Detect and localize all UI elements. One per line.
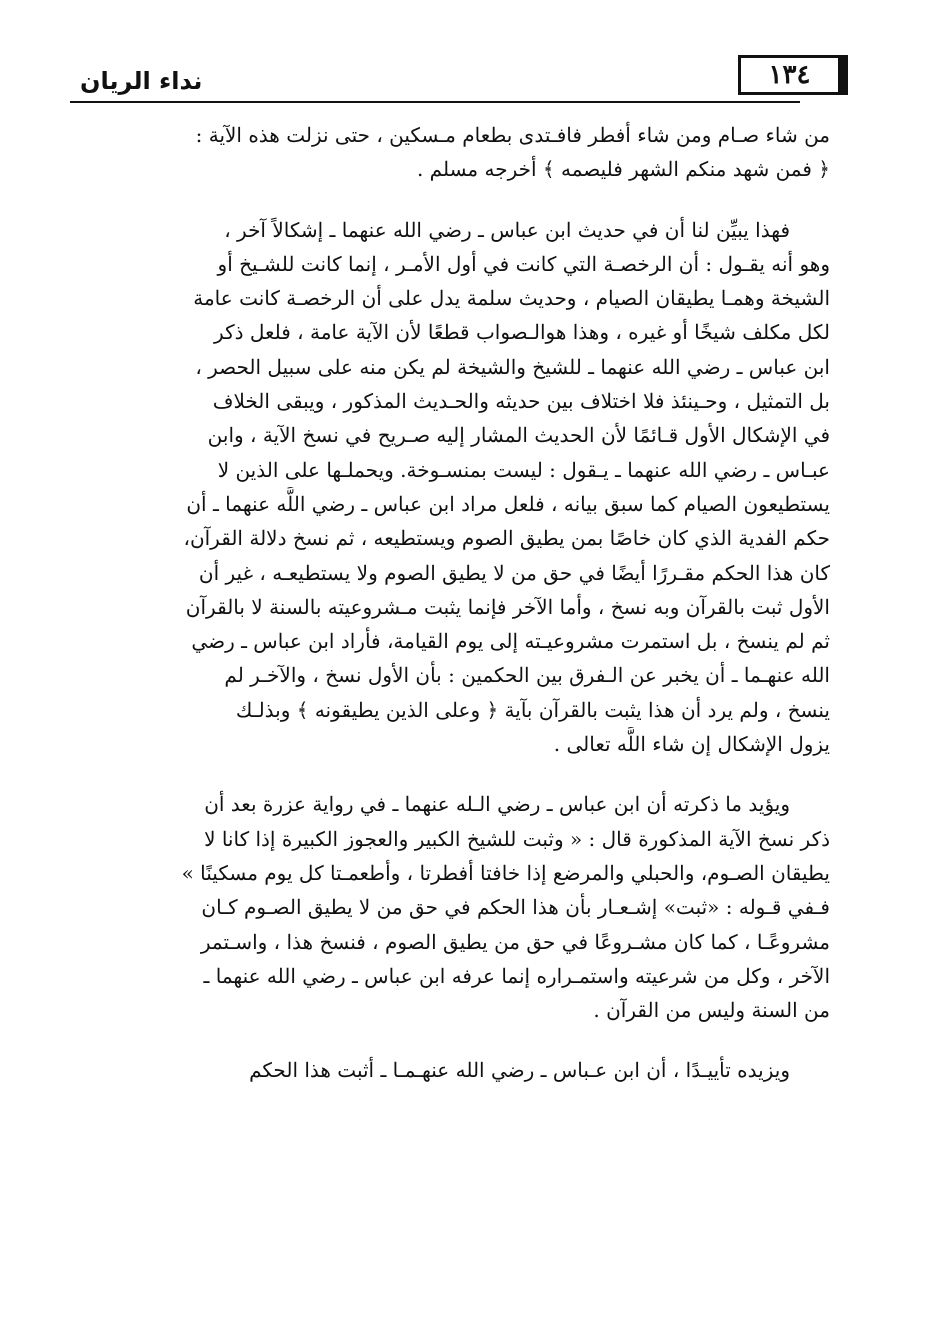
text-line: الأول ثبت بالقرآن وبه نسخ ، وأما الآخر فإنما يثبت مـشروعيته بالسنة لا بالقرآن [185,594,830,619]
book-title: نداء الريان [80,67,203,95]
text-line: يستطيعون الصيام كما سبق بيانه ، فلعل مراد ابن عباس ـ رضي اللَّه عنهما ـ أن [186,491,830,516]
text-line: ﴿ فمن شهد منكم الشهر فليصمه ﴾ أخرجه مسلم . [416,157,830,182]
text-line: ويزيده تأييـدًا ، أن ابن عـباس ـ رضي الله عنهـمـا ـ أثبت هذا الحكم [249,1058,790,1083]
text-line: من السنة وليس من القرآن . [593,998,830,1023]
header-rule [70,101,800,103]
text-line: فهذا يبيِّن لنا أن في حديث ابن عباس ـ رضي الله عنهما ـ إشكالاً آخر ، [224,217,790,242]
paragraph-gap [70,187,830,213]
text-line: ابن عباس ـ رضي الله عنهما ـ للشيخ والشيخة لم يكن منه على سبيل الحصر ، [195,354,830,379]
text-line: بل التمثيل ، وحـينئذ فلا اختلاف بين حديثه والحـديث المذكور ، ويبقى الخلاف [212,389,830,414]
text-line: مشروعًـا ، كما كان مشـروعًا في حق من يطيق الصوم ، فنسخ هذا ، واسـتمر [200,929,830,954]
text-line: فـفي قـوله : «ثبت» إشـعـار بأن هذا الحكم في حق من لا يطيق الصـوم كـان [201,895,830,920]
paragraph-gap [70,1027,830,1053]
text-line: الشيخة وهمـا يطيقان الصيام ، وحديث سلمة يدل على أن الرخصـة كانت عامة [193,286,830,311]
text-line: وهو أنه يقـول : أن الرخصـة التي كانت في أول الأمـر ، إنما كانت للشـيخ أو [217,251,830,276]
text-line: يزول الإشكال إن شاء اللَّه تعالى . [553,732,830,757]
page-header [70,45,830,105]
body-text [70,118,830,1088]
text-line: كان هذا الحكم مقـررًا أيضًا في حق من لا يطيق الصوم ولا يستطيعـه ، غير أن [198,560,830,585]
text-line: ذكر نسخ الآية المذكورة قال : « وثبت للشيخ الكبير والعجوز الكبيرة إذا كانا لا [204,826,830,851]
page-number: ١٣٤ [738,55,848,95]
text-line: في الإشكال الأول قـائمًا لأن الحديث المشار إليه صـريح في نسخ الآية ، وابن [207,423,830,448]
paragraph-gap [70,761,830,787]
text-line: الآخر ، وكل من شرعيته واستمـراره إنما عرفه ابن عباس ـ رضي الله عنهما ـ [203,963,830,988]
text-line: ويؤيد ما ذكرته أن ابن عباس ـ رضي الـله عنهما ـ في رواية عزرة بعد أن [204,792,790,817]
text-line: ينسخ ، ولم يرد أن هذا يثبت بالقرآن بآية ﴿ وعلى الذين يطيقونه ﴾ وبذلـك [235,697,830,722]
text-line: عبـاس ـ رضي الله عنهما ـ يـقول : ليست بمنسـوخة. ويحملـها على الذين لا [217,457,830,482]
text-line: يطيقان الصـوم، والحبلي والمرضع إذا خافتا أفطرتا ، وأطعمـتا كل يوم مسكينًا » [181,860,830,885]
text-line: ثم لم ينسخ ، بل استمرت مشروعيـته إلى يوم القيامة، فأراد ابن عباس ـ رضي [191,629,830,654]
text-line: حكم الفدية الذي كان خاصًا بمن يطيق الصوم ويستطيعه ، ثم نسخ دلالة القرآن، [183,526,830,551]
text-line: الله عنهـما ـ أن يخبر عن الـفرق بين الحكمين : بأن الأول نسخ ، والآخـر لم [224,663,830,688]
text-line: من شاء صـام ومن شاء أفطر فافـتدى بطعام مـسكين ، حتى نزلت هذه الآية : [195,123,830,147]
text-line: لكل مكلف شيخًا أو غيره ، وهذا هوالـصواب قطعًا لأن الآية عامة ، فلعل ذكر [214,320,830,345]
